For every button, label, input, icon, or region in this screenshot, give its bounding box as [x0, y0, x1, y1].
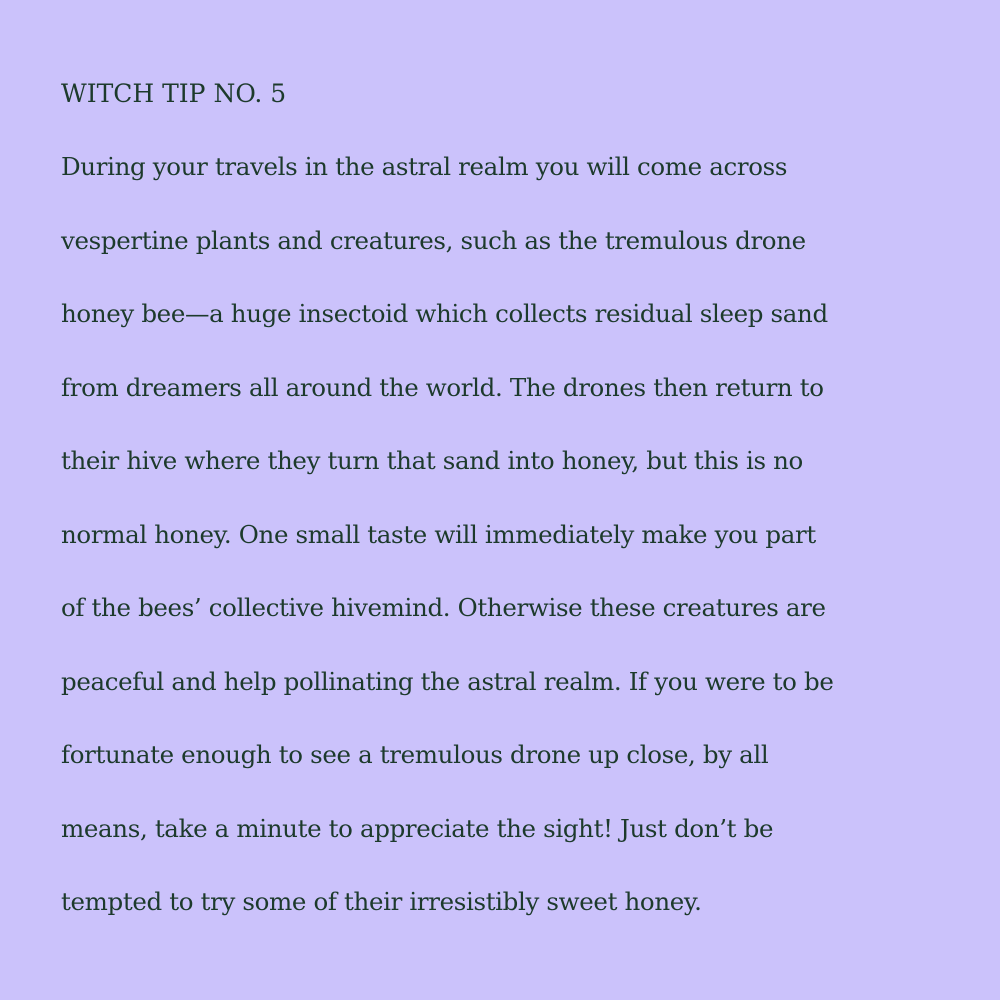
tip-body [61, 145, 941, 954]
tip-body-line: vespertine plants and creatures, such as the tremulous drone [61, 225, 806, 255]
tip-body-line: means, take a minute to appreciate the sight! Just don’t be [61, 813, 774, 843]
tip-body-line: tempted to try some of their irresistibly sweet honey. [61, 887, 702, 916]
tip-title: WITCH TIP NO. 5 [61, 79, 287, 108]
tip-body-line: honey bee—a huge insectoid which collects residual sleep sand [61, 299, 828, 328]
tip-body-line: their hive where they turn that sand into honey, but this is no [61, 446, 803, 475]
tip-body-line: During your travels in the astral realm you will come across [61, 152, 788, 181]
tip-body-line: fortunate enough to see a tremulous drone up close, by all [61, 740, 769, 769]
tip-body-line: peaceful and help pollinating the astral realm. If you were to be [61, 666, 834, 696]
tip-body-line: from dreamers all around the world. The drones then return to [61, 372, 824, 402]
tip-body-line: of the bees’ collective hivemind. Otherwise these creatures are [61, 593, 826, 622]
tip-body-line: normal honey. One small taste will immediately make you part [61, 519, 816, 549]
